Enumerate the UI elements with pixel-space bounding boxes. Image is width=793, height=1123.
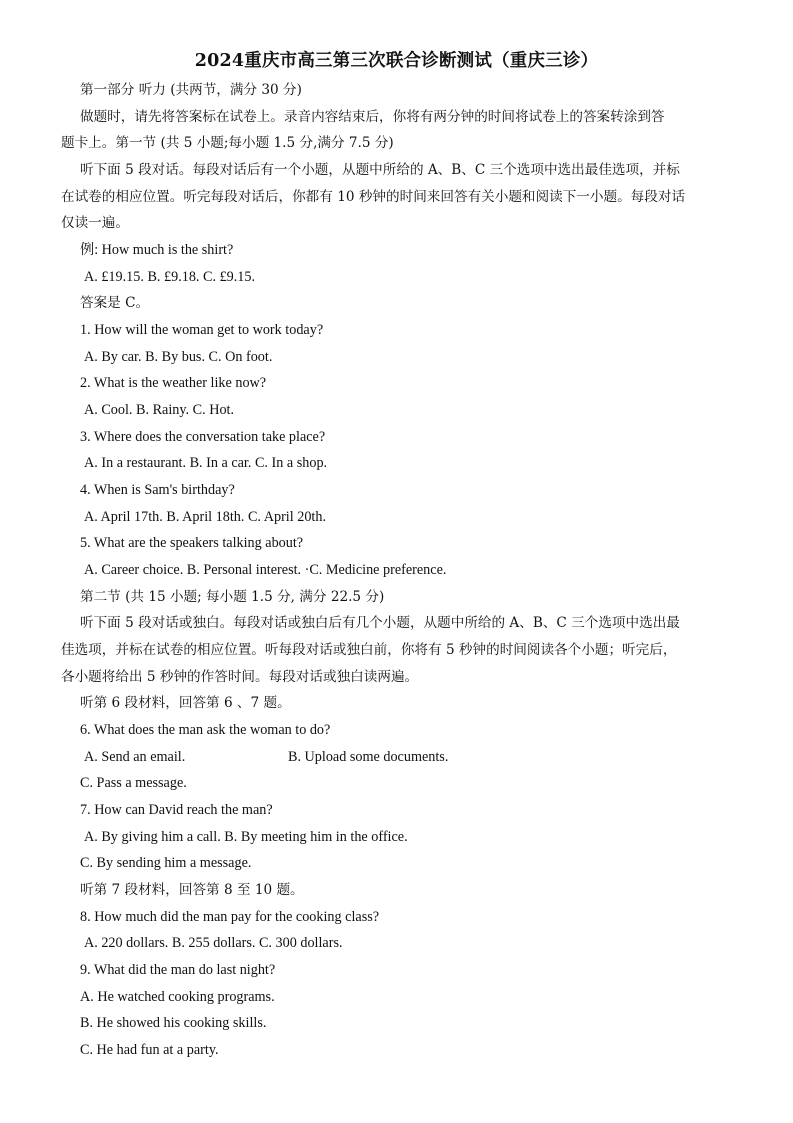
instruction-line: 在试卷的相应位置。听完每段对话后，你都有 10 秒钟的时间来回答有关小题和阅读下一小题。每段对话 <box>61 189 686 205</box>
material-6-heading: 听第 6 段材料，回答第 6 、7 题。 <box>80 695 291 711</box>
question-3: 3. Where does the conversation take place? <box>80 429 326 445</box>
instruction-line: 听下面 5 段对话或独白。每段对话或独白后有几个小题，从题中所给的 A、B、C 三个选项中选出最 <box>80 615 680 631</box>
question-9-option-a: A. He watched cooking programs. <box>80 989 275 1005</box>
question-1: 1. How will the woman get to work today? <box>80 322 324 338</box>
instruction-line: 仅读一遍。 <box>61 215 129 231</box>
example-answer: 答案是 C。 <box>80 295 150 311</box>
question-9-option-c: C. He had fun at a party. <box>80 1042 219 1058</box>
question-8-options: A. 220 dollars. B. 255 dollars. C. 300 dollars. <box>84 935 343 951</box>
section-one-heading: 第一部分 听力 (共两节，满分 30 分) <box>80 82 302 98</box>
question-8: 8. How much did the man pay for the cooking class? <box>80 909 380 925</box>
question-3-options: A. In a restaurant. B. In a car. C. In a shop. <box>84 455 328 471</box>
question-6: 6. What does the man ask the woman to do? <box>80 722 331 738</box>
question-6-option-c: C. Pass a message. <box>80 775 187 791</box>
instruction-line: 佳选项，并标在试卷的相应位置。听每段对话或独白前，你将有 5 秒钟的时间阅读各个小题；听完后， <box>61 642 677 658</box>
question-6-option-b: B. Upload some documents. <box>288 749 449 765</box>
page-title: 2024重庆市高三第三次联合诊断测试（重庆三诊） <box>194 51 599 71</box>
example-options: A. £19.15. B. £9.18. C. £9.15. <box>84 269 256 285</box>
question-7-options: A. By giving him a call. B. By meeting him in the office. <box>84 829 408 845</box>
question-2-options: A. Cool. B. Rainy. C. Hot. <box>84 402 235 418</box>
instruction-line: 做题时，请先将答案标在试卷上。录音内容结束后，你将有两分钟的时间将试卷上的答案转涂到答 <box>80 109 665 125</box>
question-4-options: A. April 17th. B. April 18th. C. April 20th. <box>84 509 326 525</box>
question-2: 2. What is the weather like now? <box>80 375 267 391</box>
question-7: 7. How can David reach the man? <box>80 802 273 818</box>
question-1-options: A. By car. B. By bus. C. On foot. <box>84 349 273 365</box>
example-question: 例: How much is the shirt? <box>80 242 234 258</box>
question-4: 4. When is Sam's birthday? <box>80 482 235 498</box>
question-6-option-a: A. Send an email. <box>84 749 186 765</box>
instruction-line: 各小题将给出 5 秒钟的作答时间。每段对话或独白读两遍。 <box>61 669 419 685</box>
question-5-options: A. Career choice. B. Personal interest. ·C. Medicine preference. <box>84 562 447 578</box>
question-5: 5. What are the speakers talking about? <box>80 535 304 551</box>
material-7-heading: 听第 7 段材料，回答第 8 至 10 题。 <box>80 882 304 898</box>
section-two-heading: 第二节 (共 15 小题; 每小题 1.5 分, 满分 22.5 分) <box>80 589 385 605</box>
instruction-line: 题卡上。第一节 (共 5 小题;每小题 1.5 分,满分 7.5 分) <box>61 135 394 151</box>
instruction-line: 听下面 5 段对话。每段对话后有一个小题，从题中所给的 A、B、C 三个选项中选出最佳选项，并标 <box>80 162 680 178</box>
question-7-option-c: C. By sending him a message. <box>80 855 252 871</box>
question-9: 9. What did the man do last night? <box>80 962 276 978</box>
question-9-option-b: B. He showed his cooking skills. <box>80 1015 267 1031</box>
